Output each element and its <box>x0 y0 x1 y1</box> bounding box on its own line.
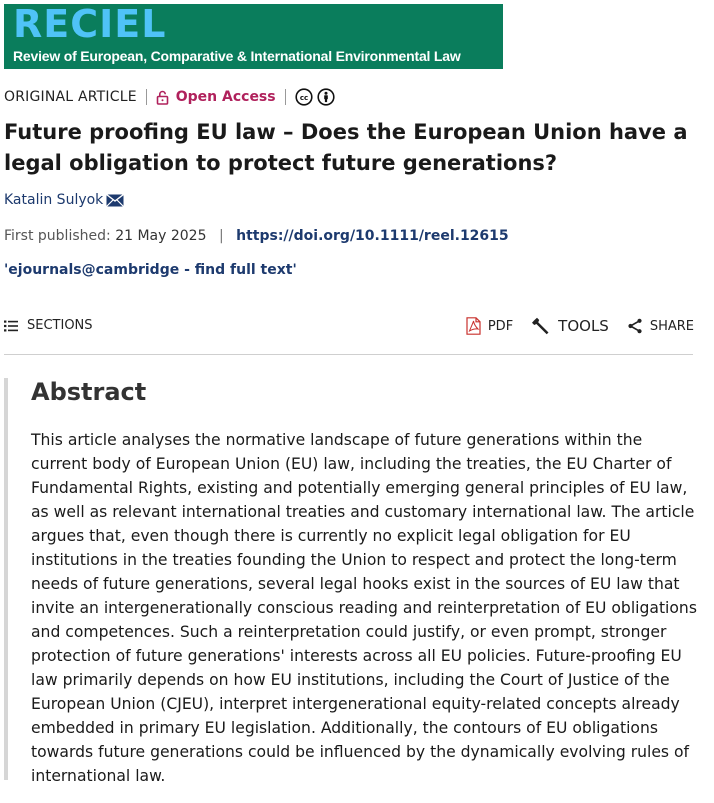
article-type: ORIGINAL ARTICLE <box>4 89 137 105</box>
article-title: Future proofing EU law – Does the European Union have a legal obligation to protect future generations? <box>4 120 688 175</box>
pdf-icon <box>466 317 481 335</box>
author-name-link[interactable]: Katalin Sulyok <box>4 192 104 208</box>
author-line <box>4 192 124 208</box>
abstract-heading: Abstract <box>31 378 147 406</box>
journal-banner[interactable] <box>4 4 503 69</box>
first-published-label: First published: <box>4 228 111 244</box>
section-divider <box>4 354 693 355</box>
tools-label: TOOLS <box>558 317 609 335</box>
share-button[interactable] <box>627 318 694 334</box>
publication-info <box>4 228 509 244</box>
creative-commons-license[interactable] <box>295 88 335 106</box>
svg-text:cc: cc <box>299 94 308 102</box>
ejournals-full-text-link[interactable]: 'ejournals@cambridge - find full text' <box>4 262 297 278</box>
meta-divider <box>146 89 147 105</box>
doi-link[interactable]: https://doi.org/10.1111/reel.12615 <box>236 228 509 244</box>
pdf-button[interactable] <box>466 317 513 335</box>
abstract-section <box>4 378 708 785</box>
article-meta-row <box>4 86 335 108</box>
journal-logo-word: RECIEL <box>13 4 167 46</box>
list-icon <box>4 320 18 332</box>
share-icon <box>627 318 643 334</box>
share-label: SHARE <box>649 318 694 334</box>
publication-date: 21 May 2025 <box>115 228 207 244</box>
wrench-icon <box>531 316 551 336</box>
open-access-label: Open Access <box>175 89 276 105</box>
tools-button[interactable] <box>531 316 609 336</box>
cc-icon <box>295 88 313 106</box>
abstract-body: This article analyses the normative landscape of future generations within the current body of European Union (EU) law, including the treaties, the EU Charter of Fundamental Rights, existing and potentially emerging general principles of EU law, as well as relevant international treaties and customary international law. The article argues that, even though there is currently no explicit legal obligation for EU institutions in the treaties founding the Union to respect and protect the long-term needs of future generations, several legal hooks exist in the sources of EU law that invite an intergenerationally conscious reading and reinterpretation of EU obligations and competences. Such a reinterpretation could justify, or even prompt, stronger protection of future generations' interests across all EU policies. Future-proofing EU law primarily depends on how EU institutions, including the Court of Justice of the European Union (CJEU), interpret intergenerational equity-related concepts already embedded in primary EU legislation. Additionally, the contours of EU obligations towards future generations could be influenced by the dynamically evolving rules of international law. <box>31 431 697 785</box>
unlock-icon <box>156 90 169 105</box>
journal-full-name: Review of European, Comparative & International Environmental Law <box>13 48 461 64</box>
attribution-icon <box>317 88 335 106</box>
envelope-icon[interactable] <box>106 194 124 207</box>
pdf-label: PDF <box>487 318 514 334</box>
publication-separator: | <box>218 228 224 244</box>
sections-button[interactable] <box>4 318 93 333</box>
sections-label: SECTIONS <box>27 318 93 333</box>
open-access-badge[interactable] <box>156 89 276 105</box>
article-tools <box>448 316 694 336</box>
meta-divider <box>285 89 286 105</box>
